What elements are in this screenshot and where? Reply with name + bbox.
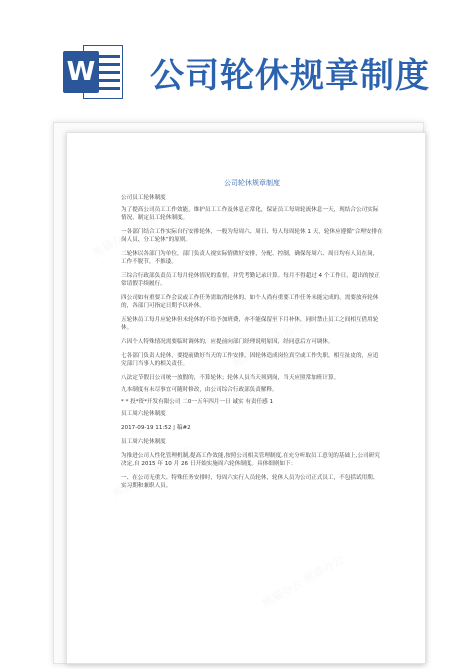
paragraph: 一、在公司无重大、特殊任务安排时，每周六实行人员轮休，轮休人员为公司正式员工，不包括试用期、实习期和兼职人员。 xyxy=(121,475,379,489)
paragraph: 三综合行政部负责员工每月轮休情况的监督，并凭考勤记录计算。每月不得超过 4 个工作日，超出的按正常请假手续履行。 xyxy=(121,273,380,287)
paragraph: 九本制度有未尽事宜可随时修改，由公司综合行政部负责解释。 xyxy=(121,387,278,393)
document-title: 公司轮休规章制度 xyxy=(224,179,280,187)
signature-line: * * 投*资*开发有限公司 二0一五年四月一日 诚实 有责任感 1 xyxy=(121,399,274,405)
paragraph: 七各部门负责人轮休，要提前做好当天的工作安排，因轮休造成岗位真空或工作失职，相互扯皮的，应追究部门当事人的相关责任。 xyxy=(121,353,379,367)
banner xyxy=(0,0,474,122)
paragraph: 为推进公司人性化管理机制,提高工作效能,按照公司相关管理制度,在充分听取员工意见的基础上,公司研究决定,自 2015 年 10 月 26 日开始实施周六轮休制度。具体细则如下： xyxy=(121,453,380,467)
paragraph: 四公司如有重要工作会议或工作任务需取消轮休的，如个人尚有重要工作任务未能完成的，需要放弃轮休的，各部门可指定日期予以补休。 xyxy=(121,295,379,309)
paragraph: 二轮休以各部门为单位，部门负责人视实际情做好安排，分配、控制，确保每周六、周日均有人员在岗，工作不脱节，不推诿。 xyxy=(121,251,379,265)
banner-title: 公司轮休规章制度 xyxy=(150,56,430,96)
watermark xyxy=(259,551,346,611)
word-icon-letter: W xyxy=(63,51,99,93)
paragraph: 一各部门结合工作实际自行安排轮休，一般为每周六、周日、每人每周轮休 1 天，轮休应遵循“合理安排在岗人员、分工轮休”的原则。 xyxy=(121,229,383,243)
paragraph: 八法定节假日公司统一放假的，不算轮休；轮休人员当天须到岗，当天应照常加班计算。 xyxy=(121,375,340,381)
section-title: 员工周六轮休制度 xyxy=(121,439,166,445)
paragraph: 六因个人特殊情况需要临时调休的，应提前向部门经理说明原因，经同意后方可调休。 xyxy=(121,339,334,345)
word-icon xyxy=(63,43,125,101)
paragraph: 五轮休员工每月应轮休但未轮休的不给予加班费，亦不能保留至下月补休，同时禁止员工之间相互借用轮休。 xyxy=(121,317,379,331)
timestamp-line: 2017-09-19 11:52 | 稿#2 xyxy=(121,425,191,431)
document-body xyxy=(121,179,383,496)
paragraph: 为了提高公司员工工作效能，维护员工工作及休息正常化，保证员工每周轮流休息一天，现结合公司实际情况，制定员工轮休制度。 xyxy=(121,207,379,221)
paragraph: 公司员工轮休制度 xyxy=(121,195,166,201)
section-title: 员工周六轮休制度 xyxy=(121,411,166,417)
document-page xyxy=(66,132,426,664)
